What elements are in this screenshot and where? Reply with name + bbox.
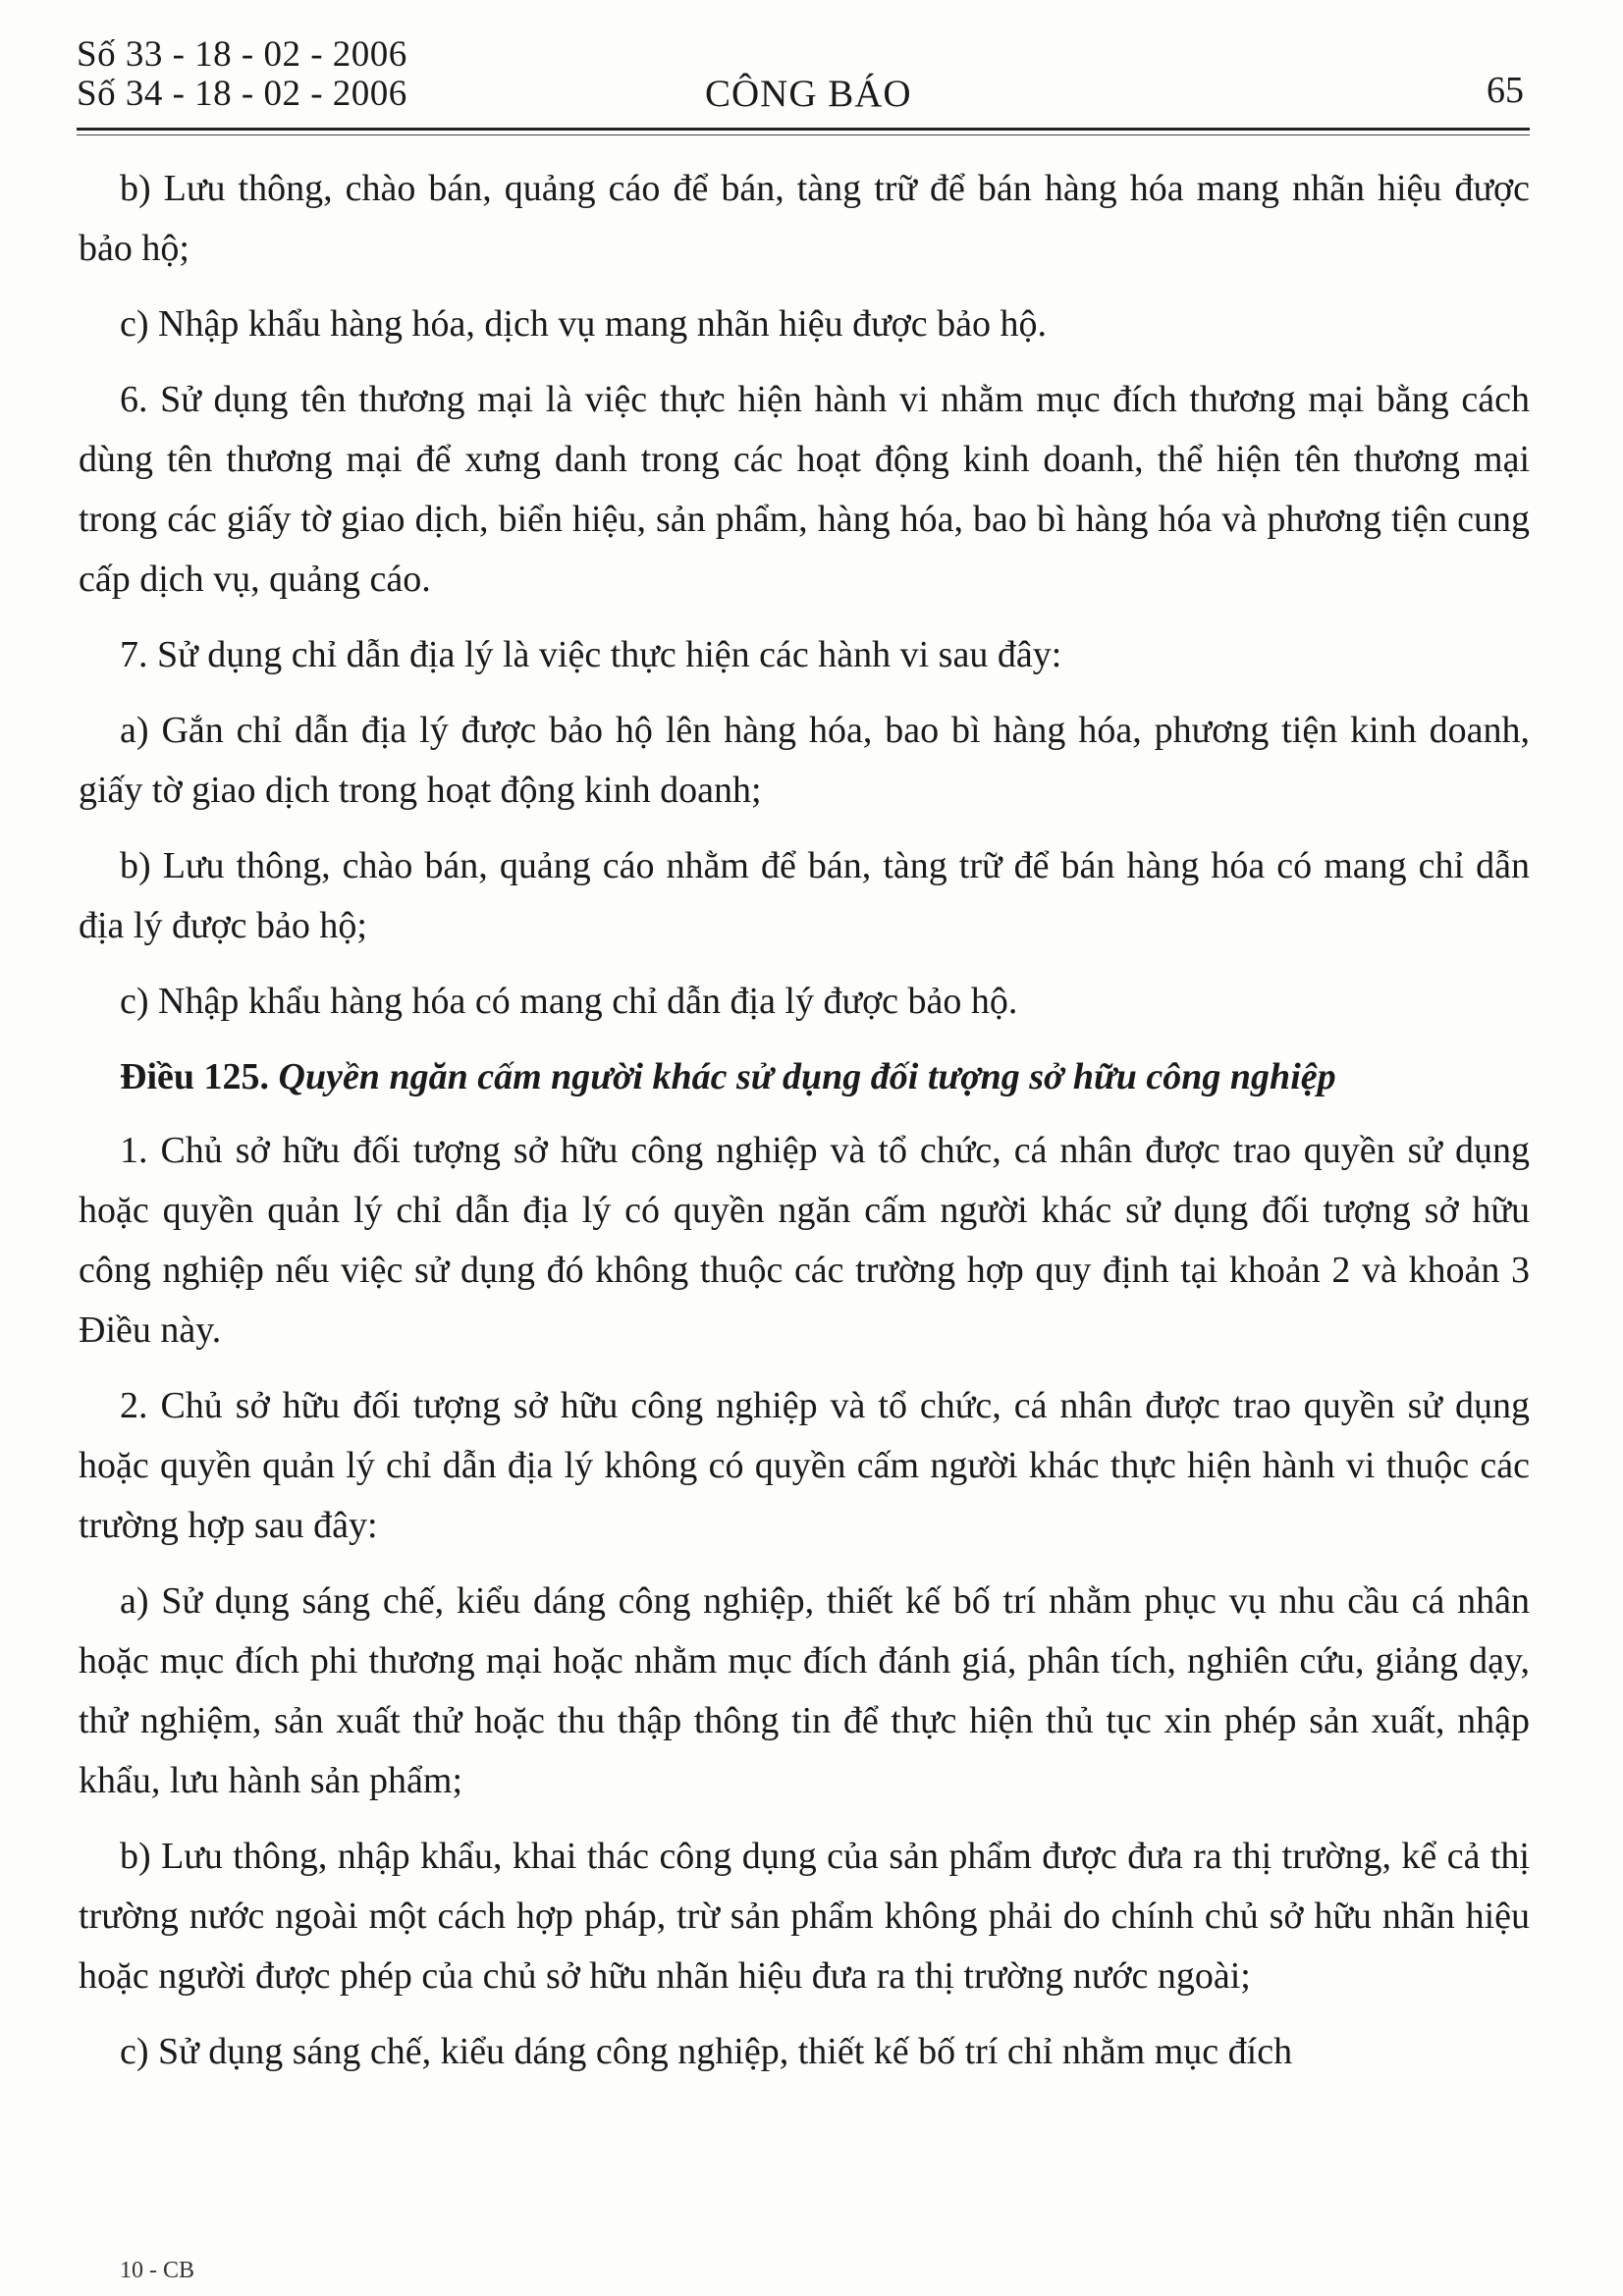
sheet-code: 10 - CB [120,2258,195,2283]
paragraph: b) Lưu thông, chào bán, quảng cáo để bán, tàng trữ để bán hàng hóa mang nhãn hiệu được bảo hộ; [79,168,1530,269]
paragraph: c) Nhập khẩu hàng hóa có mang chỉ dẫn địa lý được bảo hộ. [120,981,1018,1022]
paragraph: a) Gắn chỉ dẫn địa lý được bảo hộ lên hàng hóa, bao bì hàng hóa, phương tiện kinh doanh, giấy tờ giao dịch trong hoạt động kinh doanh; [79,710,1530,811]
issue-number-line-1: Số 33 - 18 - 02 - 2006 [77,34,407,75]
paragraph: b) Lưu thông, nhập khẩu, khai thác công dụng của sản phẩm được đưa ra thị trường, kể cả thị trường nước ngoài một cách hợp pháp, trừ sản phẩm không phải do chính chủ sở hữu nhãn hiệu hoặc người được phép của chủ sở hữu nhãn hiệu đưa ra thị trường nước ngoài; [79,1836,1530,1997]
paragraph: c) Nhập khẩu hàng hóa, dịch vụ mang nhãn hiệu được bảo hộ. [120,303,1047,345]
issue-number-line-2: Số 34 - 18 - 02 - 2006 [77,74,407,114]
paragraph: b) Lưu thông, chào bán, quảng cáo nhằm để bán, tàng trữ để bán hàng hóa có mang chỉ dẫn địa lý được bảo hộ; [79,845,1530,946]
document-body [79,159,1530,2098]
paragraph: 2. Chủ sở hữu đối tượng sở hữu công nghiệp và tổ chức, cá nhân được trao quyền sử dụng hoặc quyền quản lý chỉ dẫn địa lý không có quyền cấm người khác thực hiện hành vi thuộc các trường hợp sau đây: [79,1385,1530,1546]
paragraph: 7. Sử dụng chỉ dẫn địa lý là việc thực hiện các hành vi sau đây: [120,634,1062,675]
page-number: 65 [1487,70,1524,111]
paragraph: c) Sử dụng sáng chế, kiểu dáng công nghiệp, thiết kế bố trí chỉ nhằm mục đích [120,2031,1293,2072]
article-title: Quyền ngăn cấm người khác sử dụng đối tượng sở hữu công nghiệp [278,1056,1336,1097]
gazette-title: CÔNG BÁO [705,73,912,115]
header-rule-thin [77,134,1530,135]
article-number: Điều 125. [120,1056,269,1097]
paragraph: a) Sử dụng sáng chế, kiểu dáng công nghiệp, thiết kế bố trí nhằm phục vụ nhu cầu cá nhân hoặc mục đích phi thương mại hoặc nhằm mục đích đánh giá, phân tích, nghiên cứu, giảng dạy, thử nghiệm, sản xuất thử hoặc thu thập thông tin để thực hiện thủ tục xin phép sản xuất, nhập khẩu, lưu hành sản phẩm; [79,1580,1530,1801]
paragraph: 1. Chủ sở hữu đối tượng sở hữu công nghiệp và tổ chức, cá nhân được trao quyền sử dụng hoặc quyền quản lý chỉ dẫn địa lý có quyền ngăn cấm người khác sử dụng đối tượng sở hữu công nghiệp nếu việc sử dụng đó không thuộc các trường hợp quy định tại khoản 2 và khoản 3 Điều này. [79,1130,1530,1351]
paragraph: 6. Sử dụng tên thương mại là việc thực hiện hành vi nhằm mục đích thương mại bằng cách dùng tên thương mại để xưng danh trong các hoạt động kinh doanh, thể hiện tên thương mại trong các giấy tờ giao dịch, biển hiệu, sản phẩm, hàng hóa, bao bì hàng hóa và phương tiện cung cấp dịch vụ, quảng cáo. [79,379,1530,600]
page-header [77,31,1530,139]
article-heading [79,1047,1530,1107]
header-rule-thick [77,128,1530,131]
